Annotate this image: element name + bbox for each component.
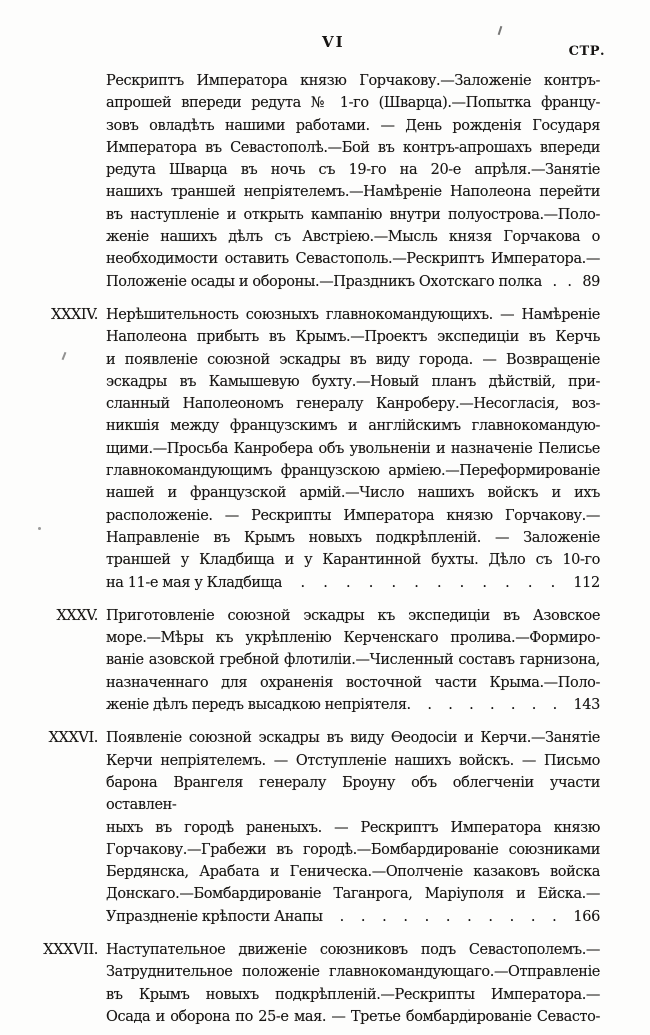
page-ref: 112 — [573, 574, 600, 591]
text-line-with-page-ref — [106, 271, 600, 293]
page-ref: 143 — [573, 697, 600, 714]
table-of-contents — [8, 70, 600, 1028]
text-line: Горчакову.—Грабежи въ городѣ.—Бомбардированіе союзниками — [106, 841, 600, 858]
leader-dot: . — [510, 697, 516, 714]
scan-artifact-mark — [182, 1012, 184, 1014]
leader-dot: . — [436, 574, 442, 591]
text-line: расположеніе. — Рескрипты Императора князю Горчакову.— — [106, 507, 600, 524]
text-line: Наступательное движеніе союзниковъ подъ Севастополемъ.— — [106, 941, 600, 958]
leader-dot: . — [382, 908, 387, 925]
leader-dot: . — [552, 908, 557, 925]
text-line: и появленіе союзной эскадры въ виду города. — Возвращеніе — [106, 351, 600, 368]
leader-dot: . — [505, 574, 510, 591]
chapter-numeral: XXXVII. — [43, 941, 98, 958]
text-line: зовъ овладѣть нашими работами. — День рожденія Государя — [106, 117, 600, 134]
entry-text — [106, 939, 600, 1028]
leader-dot: . — [414, 574, 419, 591]
text-line: нашихъ траншей непріятелемъ.—Намѣреніе Наполеона перейти — [106, 184, 600, 201]
leader-dot: . — [552, 697, 557, 714]
text-line: барона Врангеля генералу Броуну объ облегченіи участи оставлен- — [106, 774, 600, 814]
text-line-with-page-ref — [106, 694, 600, 716]
leader-dot: . — [509, 908, 514, 925]
page-column-label: СТР. — [568, 44, 605, 59]
text-line: въ Крымъ новыхъ подкрѣпленій.—Рескрипты Императора.— — [106, 986, 600, 1003]
page-ref: 89 — [582, 273, 600, 290]
chapter-numeral: XXXVI. — [48, 730, 98, 747]
text-line: Упраздненіе крѣпости Анапы — [106, 908, 323, 925]
text-line: море.—Мѣры къ укрѣпленію Керченскаго пролива.—Формиро- — [106, 630, 600, 647]
text-line: Императора въ Севастополѣ.—Бой въ контръ-апрошахъ впереди — [106, 139, 600, 156]
leader-dot: . — [427, 697, 432, 714]
leader-dot: . — [469, 697, 474, 714]
scan-artifact-mark — [38, 527, 41, 530]
text-line: необходимости оставить Севастополь.—Рескриптъ Императора.— — [106, 251, 600, 268]
leader-dot: . — [527, 574, 533, 591]
text-line: ваніе азовской гребной флотиліи.—Численный составъ гарнизона, — [106, 652, 600, 669]
text-line: въ наступленіе и открыть кампанію внутри полуострова.—Поло- — [106, 206, 600, 223]
text-line: никшія между французскимъ и англійскимъ главнокомандую- — [106, 418, 600, 435]
text-line: Положеніе осады и обороны.—Праздникъ Охотскаго полка — [106, 273, 542, 290]
text-line: главнокомандующимъ французскою арміею.—Переформированіе — [106, 463, 600, 480]
chapter-numeral — [8, 70, 106, 293]
entry-text — [106, 304, 600, 594]
scan-artifact-mark — [498, 26, 503, 35]
leader-dot: . — [445, 908, 451, 925]
text-line: Появленіе союзной эскадры въ виду Ѳеодосіи и Керчи.—Занятіе — [106, 730, 600, 747]
leader-dot: . — [459, 574, 464, 591]
toc-entry — [8, 939, 600, 1028]
leader-dot: . — [552, 273, 557, 290]
toc-entry — [8, 727, 600, 928]
text-line: Бердянска, Арабата и Геническа.—Ополченіе казаковъ войска — [106, 864, 600, 881]
text-line: сланный Наполеономъ генералу Канроберу.—Несогласія, воз- — [106, 396, 600, 413]
text-line: женіе дѣлъ передъ высадкою непріятеля. — [106, 697, 411, 714]
text-line: Затруднительное положеніе главнокомандующаго.—Отправленіе — [106, 964, 600, 981]
leader-dot: . — [360, 908, 366, 925]
text-line: Донскаго.—Бомбардированіе Таганрога, Маріуполя и Ейска.— — [106, 886, 600, 903]
text-line: назначеннаго для охраненія восточной части Крыма.—Поло- — [106, 674, 600, 691]
toc-entry — [8, 304, 600, 594]
leader-dot: . — [368, 574, 373, 591]
leader-dot: . — [482, 574, 487, 591]
text-line: на 11-е мая у Кладбища — [106, 574, 283, 591]
leader-dot: . — [550, 574, 555, 591]
leader-dot: . — [448, 697, 453, 714]
toc-entry — [8, 605, 600, 716]
text-line: женіе нашихъ дѣлъ съ Австріею.—Мысль князя Горчакова о — [106, 229, 600, 246]
chapter-numeral: XXXV. — [56, 607, 98, 624]
leader-dot: . — [490, 697, 495, 714]
leader-dot: . — [467, 908, 472, 925]
text-line: Нерѣшительность союзныхъ главнокомандующихъ. — Намѣреніе — [106, 306, 600, 323]
text-line: Приготовленіе союзной эскадры къ экспедиціи въ Азовское — [106, 607, 600, 624]
leader-dot: . — [567, 273, 572, 290]
text-line: Направленіе въ Крымъ новыхъ подкрѣпленій. — Заложеніе — [106, 529, 600, 546]
text-line: Керчи непріятелемъ. — Отступленіе нашихъ войскъ. — Письмо — [106, 752, 600, 769]
text-line: редута Шварца въ ночь съ 19-го на 20-е апрѣля.—Занятіе — [106, 162, 600, 179]
page-ref: 166 — [573, 908, 600, 925]
leader-dot: . — [531, 697, 536, 714]
entry-text — [106, 70, 600, 293]
text-line: Рескриптъ Императора князю Горчакову.—Заложеніе контръ- — [106, 73, 600, 89]
leader-dot: . — [424, 908, 429, 925]
leader-dot: . — [488, 908, 493, 925]
text-line: ныхъ въ городѣ раненыхъ. — Рескриптъ Императора князю — [106, 819, 600, 836]
text-line: нашей и французской армій.—Число нашихъ войскъ и ихъ — [106, 485, 600, 502]
page-number: VI — [322, 33, 345, 51]
leader-dot: . — [300, 574, 305, 591]
text-line-with-page-ref — [106, 906, 600, 928]
chapter-numeral: XXXIV. — [51, 306, 98, 323]
toc-entry — [8, 70, 600, 293]
leader-dot: . — [391, 574, 396, 591]
text-line-with-page-ref — [106, 572, 600, 594]
entry-text — [106, 605, 600, 716]
text-line: Осада и оборона по 25-е мая. — Третье бомбардированіе Севасто- — [106, 1008, 600, 1025]
text-line: апрошей впереди редута № 1-го (Шварца).—Попытка францу- — [106, 95, 600, 112]
entry-text — [106, 727, 600, 928]
scan-artifact-mark — [468, 1009, 470, 1011]
text-line: эскадры въ Камышевую бухту.—Новый планъ дѣйствій, при- — [106, 373, 600, 390]
leader-dot: . — [530, 908, 536, 925]
leader-dot: . — [403, 908, 408, 925]
leader-dot: . — [339, 908, 344, 925]
leader-dot: . — [346, 574, 351, 591]
text-line: щими.—Просьба Канробера объ увольненіи и назначеніе Пелисье — [106, 440, 600, 457]
text-line: Наполеона прибыть въ Крымъ.—Проектъ экспедиціи въ Керчь — [106, 329, 600, 346]
text-line: траншей у Кладбища и у Карантинной бухты. Дѣло съ 10-го — [106, 552, 600, 569]
leader-dot: . — [323, 574, 328, 591]
